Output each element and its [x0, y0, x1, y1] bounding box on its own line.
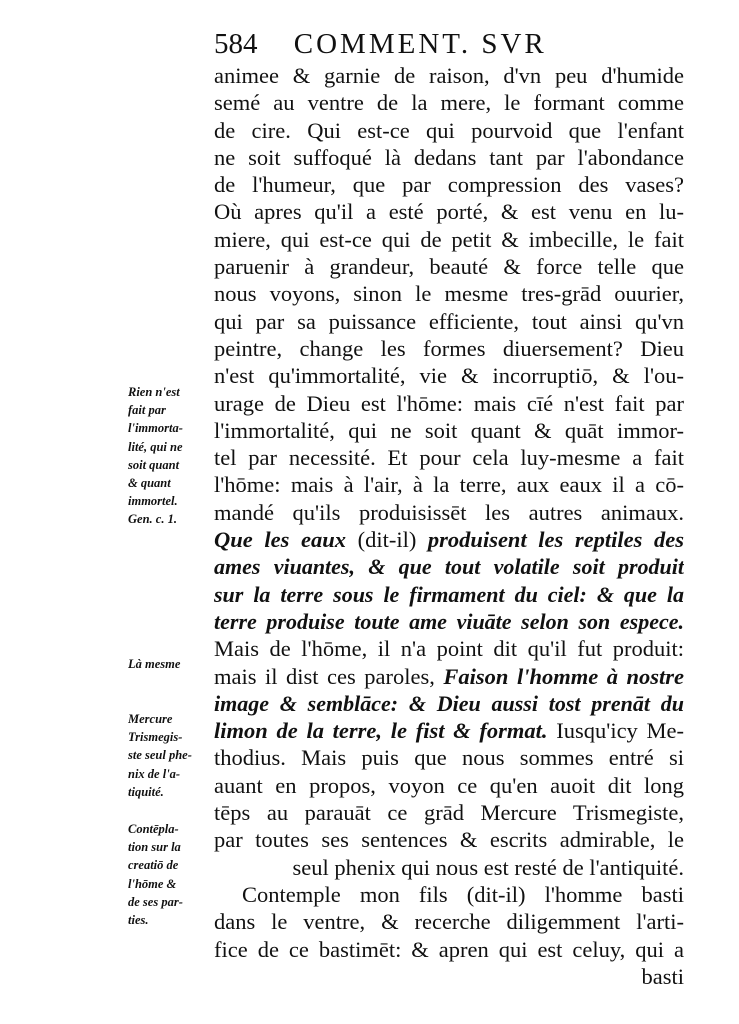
margin-note [128, 710, 214, 801]
margin-note-line: tion sur la [128, 840, 181, 855]
running-title: COMMENT. SVR [293, 28, 547, 60]
italic-quote: limon de la terre, le fist & format. [214, 718, 548, 744]
text-line: Mais de l'hōme, il n'a point dit qu'il fut produit: [214, 636, 684, 662]
text-line: Où apres qu'il a esté porté, & est venu en lu- [214, 199, 684, 225]
italic-quote: Faison l'homme à nostre [443, 663, 684, 689]
text-line: miere, qui est-ce qui de petit & imbecille, le fait [214, 226, 684, 252]
text-line: paruenir à grandeur, beauté & force telle que [214, 254, 684, 280]
margin-note-line: ties. [128, 912, 149, 927]
roman-text: mais il dist ces paroles, [214, 663, 435, 689]
text-line [214, 663, 684, 690]
italic-line: terre produise toute ame viuāte selon son espece. [214, 608, 684, 634]
margin-note-line: & quant [128, 475, 171, 490]
italic-line: ames viuantes, & que tout volatile soit produit [214, 554, 684, 580]
running-header [214, 26, 684, 62]
margin-note-line: immortel. [128, 494, 178, 509]
italic-quote: Que les eaux [214, 527, 346, 553]
text-line: basti [641, 963, 684, 989]
italic-line: image & semblāce: & Dieu aussi tost prenāt du [214, 690, 684, 716]
text-line: nous voyons, sinon le mesme tres-grād ouurier, [214, 281, 684, 307]
margin-note-line: tiquité. [128, 784, 164, 799]
text-line: urage de Dieu est l'hōme: mais cīé n'est fait par [214, 390, 684, 416]
margin-note-line: soit quant [128, 457, 180, 472]
text-line: l'immortalité, qui ne soit quant & quāt immor- [214, 417, 684, 443]
main-text-column [214, 62, 684, 990]
margin-note [128, 655, 214, 673]
margin-note-line: ste seul phe- [128, 748, 192, 763]
text-line: ne soit suffoqué là dedans tant par l'abondance [214, 144, 684, 170]
margin-note-line: l'immorta- [128, 421, 183, 436]
margin-note-line: Trismegis- [128, 730, 183, 745]
text-line: qui par sa puissance efficiente, tout ainsi qu'vn [214, 308, 684, 334]
margin-note-line: fait par [128, 403, 166, 418]
text-line: mandé qu'ils produisissēt les autres animaux. [214, 499, 684, 525]
margin-note-line: Mercure [128, 712, 173, 726]
text-line: seul phenix qui nous est resté de l'antiquité. [292, 854, 684, 880]
margin-note [128, 383, 214, 529]
margin-note-line: Contēpla- [128, 822, 179, 836]
italic-quote: produisent les reptiles des [427, 527, 684, 553]
text-line: fice de ce bastimēt: & apren qui est celuy, qui a [214, 936, 684, 962]
margin-note-line: Rien n'est [128, 385, 180, 399]
margin-note-line: creatiō de [128, 858, 179, 873]
roman-text: (dit-il) [357, 527, 417, 553]
text-line: auant en propos, voyon ce qu'en auoit dit long [214, 772, 684, 798]
margin-note-line: Gen. c. 1. [128, 512, 177, 527]
text-line: dans le ventre, & recerche diligemment l'arti- [214, 909, 684, 935]
text-line: thodius. Mais puis que nous sommes entré si [214, 745, 684, 771]
text-line: tel par necessité. Et pour cela luy-mesme a fait [214, 445, 684, 471]
text-line: Contemple mon fils (dit-il) l'homme basti [242, 881, 684, 907]
text-line: peintre, change les formes diuersement? Dieu [214, 335, 684, 361]
margin-note-line: lité, qui ne [128, 439, 183, 454]
roman-text: Iusqu'icy Me- [556, 718, 684, 744]
margin-note-line: Là mesme [128, 657, 181, 671]
margin-note [128, 820, 214, 929]
text-line: animee & garnie de raison, d'vn peu d'humide [214, 63, 684, 88]
text-line: de cire. Qui est-ce qui pourvoid que l'enfant [214, 117, 684, 143]
text-line [214, 526, 684, 553]
text-line: semé au ventre de la mere, le formant comme [214, 90, 684, 116]
text-line: de l'humeur, que par compression des vases? [214, 172, 684, 198]
italic-line: sur la terre sous le firmament du ciel: & que la [214, 581, 684, 607]
margin-note-line: l'hōme & [128, 876, 177, 891]
text-line: par toutes ses sentences & escrits admirable, le [214, 827, 684, 853]
text-line: n'est qu'immortalité, vie & incorruptiō, & l'ou- [214, 363, 684, 389]
text-line [214, 717, 684, 744]
margin-note-line: nix de l'a- [128, 766, 181, 781]
page-number: 584 [214, 28, 258, 60]
margin-note-line: de ses par- [128, 894, 183, 909]
text-line: l'hōme: mais à l'air, à la terre, aux eaux il a cō- [214, 472, 684, 498]
text-line: tēps au parauāt ce grād Mercure Trismegiste, [214, 800, 684, 826]
